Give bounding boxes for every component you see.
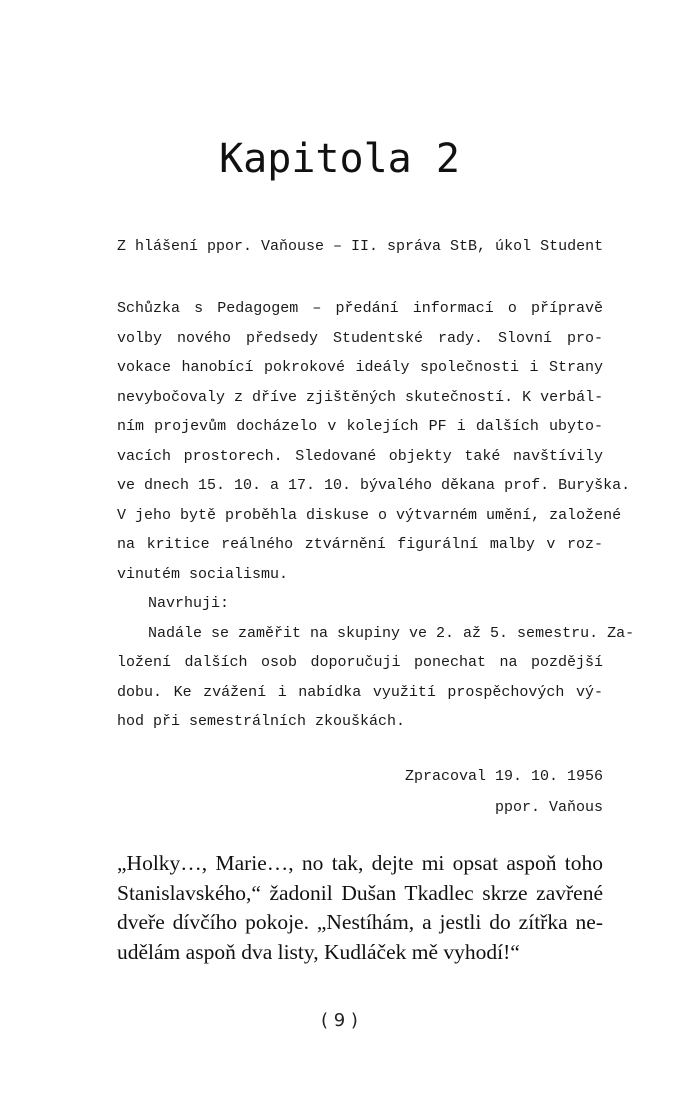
report-signature-date: Zpracoval 19. 10. 1956 — [404, 768, 603, 785]
report-line: Nadále se zaměřit na skupiny ve 2. až 5. semestru. Za- — [148, 624, 635, 642]
report-line: ním projevům docházelo v kolejích PF i dalších ubyto- — [117, 418, 603, 435]
report-line: nevybočovaly z dříve zjištěných skutečností. K verbál- — [117, 388, 604, 406]
prose-line: udělám aspoň dva listy, Kudláček mě vyhodí!“ — [117, 939, 520, 964]
report-line: dobu. Ke zvážení i nabídka využití prospěchových vý- — [117, 683, 603, 701]
prose-line: dveře dívčího pokoje. „Nestíhám, a jestli do zítřka ne- — [117, 910, 603, 934]
report-body — [117, 294, 635, 737]
report-line: hod při semestrálních zkouškách. — [117, 713, 406, 730]
report-line: vinutém socialismu. — [117, 565, 289, 583]
report-line: Schůzka s Pedagogem – předání informací o přípravě — [117, 300, 603, 317]
chapter-title: Kapitola 2 — [219, 136, 460, 182]
report-signature-name: ppor. Vaňous — [494, 799, 603, 816]
prose-paragraph — [117, 849, 603, 967]
prose-line: „Holky…, Marie…, no tak, dejte mi opsat aspoň toho — [117, 851, 603, 875]
page-number: ( 9 ) — [321, 1010, 358, 1031]
report-proposal-label: Navrhuji: — [148, 595, 230, 612]
report-heading: Z hlášení ppor. Vaňouse – II. správa StB, úkol Student — [117, 238, 604, 255]
report-line: V jeho bytě proběhla diskuse o výtvarném umění, založené — [117, 506, 622, 524]
report-line: vokace hanobící pokrokové ideály společnosti i Strany — [117, 359, 603, 376]
report-line: ve dnech 15. 10. a 17. 10. bývalého děkana prof. Buryška. — [117, 477, 631, 494]
prose-line: Stanislavského,“ žadonil Dušan Tkadlec skrze zavřené — [117, 880, 603, 905]
report-line: volby nového předsedy Studentské rady. Slovní pro- — [117, 329, 603, 347]
report-line: na kritice reálného ztvárnění figurální malby v roz- — [117, 536, 603, 553]
report-line: ložení dalších osob doporučuji ponechat na pozdější — [117, 654, 603, 671]
report-line: vacích prostorech. Sledované objekty také navštívily — [117, 447, 603, 465]
